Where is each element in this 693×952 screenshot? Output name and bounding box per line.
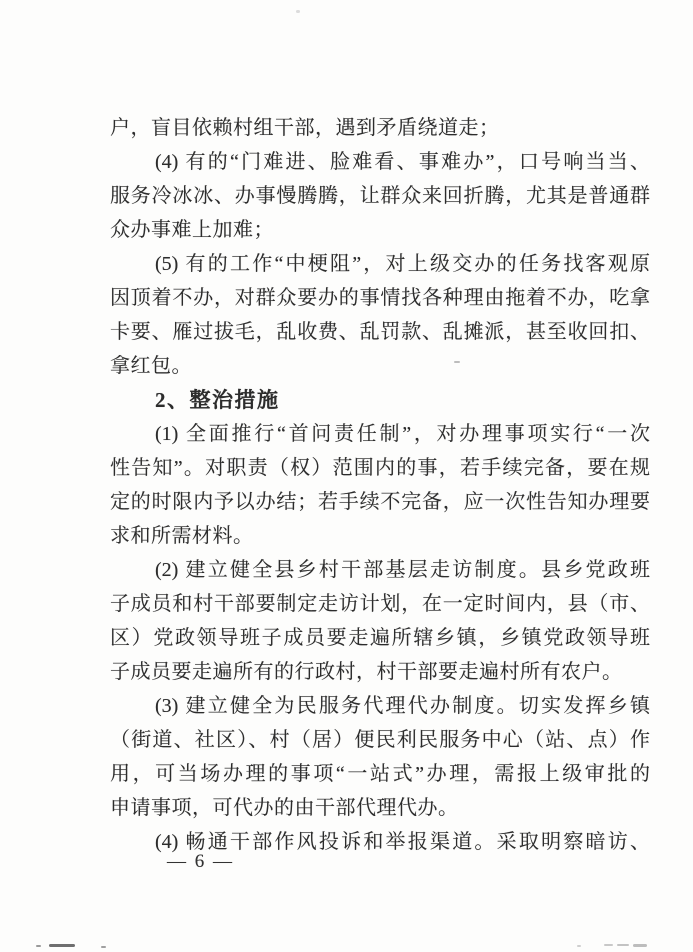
text-line: 定的时限内予以办结；若手续不完备，应一次性告知办理要 bbox=[110, 491, 650, 513]
scan-artifact bbox=[604, 944, 613, 946]
text-line: 子成员要走遍所有的行政村，村干部要走遍村所有农户。 bbox=[110, 661, 623, 683]
scan-artifact bbox=[49, 944, 75, 947]
document-body bbox=[110, 111, 650, 859]
scan-artifact bbox=[454, 361, 460, 363]
text-line: 拿红包。 bbox=[110, 355, 192, 377]
text-line: (2) 建立健全县乡村干部基层走访制度。县乡党政班 bbox=[155, 559, 650, 581]
text-line: (5) 有的工作“中梗阻”，对上级交办的任务找客观原 bbox=[155, 253, 650, 275]
scan-artifact bbox=[577, 945, 581, 947]
text-line: 因顶着不办，对群众要办的事情找各种理由拖着不办，吃拿 bbox=[110, 287, 650, 309]
text-line: 卡要、雁过拔毛，乱收费、乱罚款、乱摊派，甚至收回扣、 bbox=[110, 321, 650, 343]
text-line: (3) 建立健全为民服务代理代办制度。切实发挥乡镇 bbox=[155, 695, 650, 717]
text-line: 区）党政领导班子成员要走遍所辖乡镇，乡镇党政领导班 bbox=[110, 627, 650, 649]
text-line: (1) 全面推行“首问责任制”，对办理事项实行“一次 bbox=[155, 423, 650, 445]
text-line: 申请事项，可代办的由干部代理代办。 bbox=[110, 797, 459, 819]
scan-artifact bbox=[617, 944, 629, 946]
text-line: 性告知”。对职责（权）范围内的事，若手续完备，要在规 bbox=[110, 457, 650, 479]
text-line: 用，可当场办理的事项“一站式”办理，需报上级审批的 bbox=[110, 763, 650, 785]
section-heading: 2、整治措施 bbox=[155, 388, 280, 412]
scan-artifact bbox=[36, 945, 41, 947]
text-line: (4) 畅通干部作风投诉和举报渠道。采取明察暗访、 bbox=[155, 831, 650, 853]
text-line: 众办事难上加难； bbox=[110, 219, 274, 241]
text-line: （街道、社区）、村（居）便民利民服务中心（站、点）作 bbox=[110, 729, 650, 751]
text-line: 服务冷冰冰、办事慢腾腾，让群众来回折腾，尤其是普通群 bbox=[110, 185, 650, 207]
scan-artifact bbox=[101, 946, 106, 948]
text-line: 求和所需材料。 bbox=[110, 525, 254, 547]
scan-artifact bbox=[296, 10, 300, 13]
page-number: — 6 — bbox=[167, 851, 234, 872]
text-line: 户，盲目依赖村组干部，遇到矛盾绕道走； bbox=[110, 117, 500, 139]
text-line: 子成员和村干部要制定走访计划，在一定时间内，县（市、 bbox=[110, 593, 650, 615]
scan-artifact bbox=[633, 944, 647, 947]
text-line: (4) 有的“门难进、脸难看、事难办”，口号响当当、 bbox=[155, 151, 650, 173]
